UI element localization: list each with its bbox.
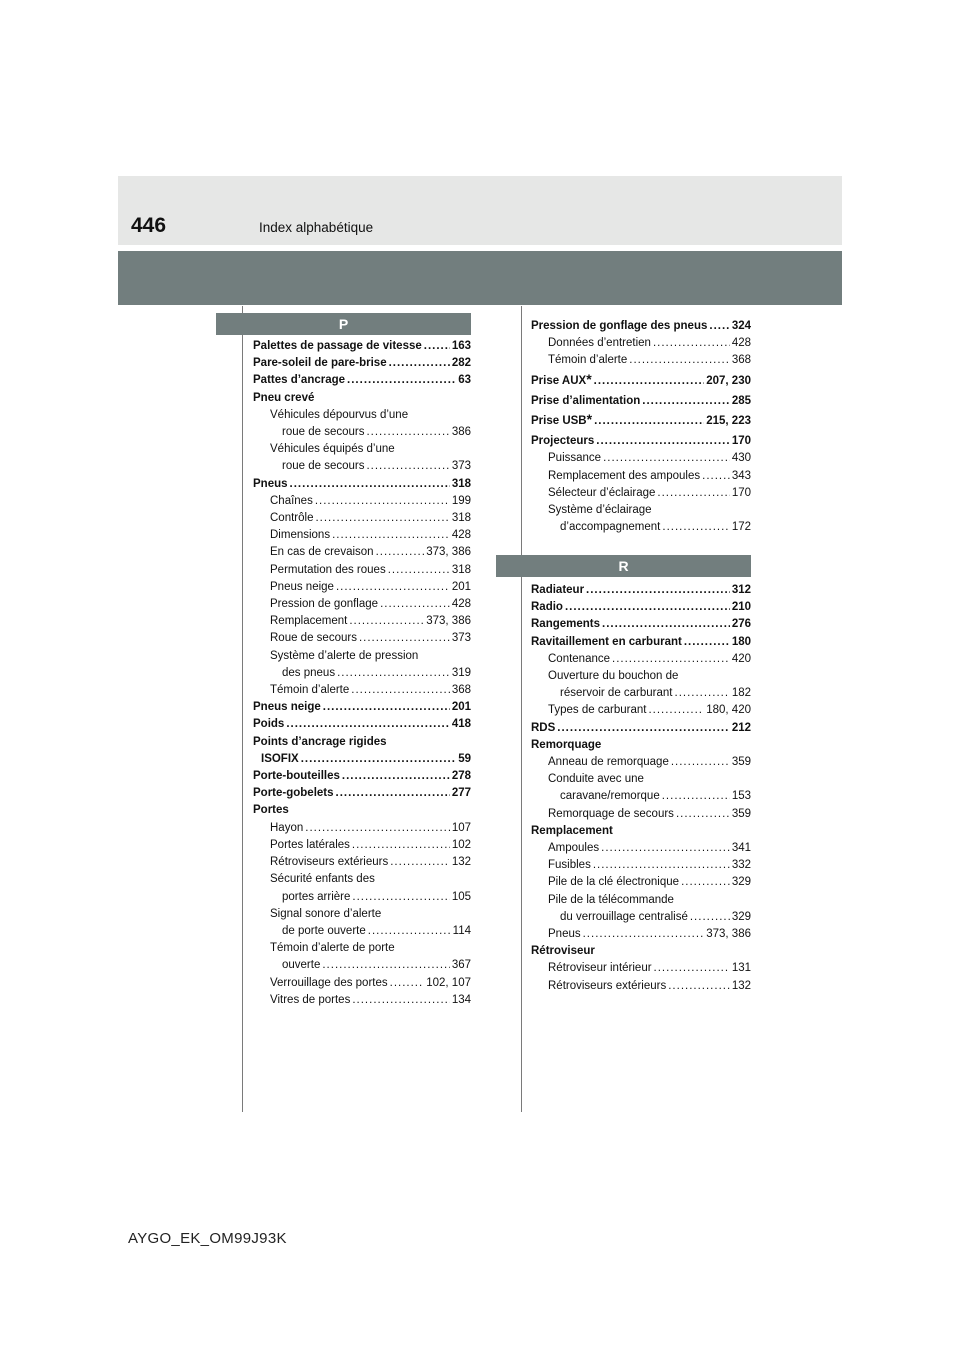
index-entry-label: Rétroviseur intérieur — [548, 962, 652, 975]
index-entry-label: Pile de la télécommande — [548, 893, 674, 906]
index-entry-page: 163 — [451, 340, 471, 352]
index-entry-page: 172 — [731, 521, 751, 534]
index-entry-label: roue de secours — [282, 426, 365, 439]
index-entry-label: Permutation des roues — [270, 563, 386, 576]
index-entry — [531, 909, 751, 926]
index-entry — [531, 616, 751, 633]
index-entry — [253, 820, 471, 837]
index-entry-page: 319 — [451, 666, 471, 679]
dot-leader — [352, 992, 449, 1009]
index-entry-page: 329 — [731, 876, 751, 889]
index-entry-label: RDS — [531, 721, 556, 734]
dot-leader — [594, 413, 704, 430]
dot-leader — [290, 476, 450, 493]
index-entry — [253, 493, 471, 510]
index-entry — [531, 788, 751, 805]
dot-leader — [390, 854, 450, 871]
dot-leader — [601, 840, 730, 857]
index-entry-label: Pression de gonflage — [270, 598, 379, 611]
dot-leader — [390, 975, 425, 992]
dot-leader — [352, 837, 450, 854]
index-entry-page: 180, 420 — [706, 704, 751, 717]
index-entry-label: Verrouillage des portes — [270, 976, 388, 989]
index-entry — [531, 318, 751, 335]
index-entry — [253, 630, 471, 647]
index-entry — [253, 579, 471, 596]
index-entry — [253, 992, 471, 1009]
dot-leader — [593, 857, 730, 874]
index-entry — [531, 978, 751, 995]
index-entry — [253, 458, 471, 475]
index-entry-page: 276 — [731, 618, 751, 631]
index-entry — [253, 476, 471, 493]
index-entry-page: 428 — [451, 598, 471, 611]
index-entry-label: Portes — [253, 804, 289, 817]
index-entry-page: 170 — [731, 486, 751, 499]
index-entry-label: Contrôle — [270, 512, 314, 525]
letter-heading-r: R — [496, 555, 751, 577]
letter-heading-p: P — [216, 313, 471, 335]
index-entry-page: 59 — [458, 752, 471, 765]
index-entry-page: 277 — [451, 787, 471, 800]
dot-leader — [332, 527, 450, 544]
index-entry — [253, 871, 471, 888]
index-entry-label: Ravitaillement en carburant — [531, 635, 682, 648]
index-entry-page: 102 — [451, 838, 471, 851]
index-entry-label: Radio — [531, 601, 563, 614]
index-entry-page: 215, 223 — [706, 415, 751, 428]
index-entry-label: Prise d’alimentation — [531, 394, 641, 407]
index-entry — [531, 485, 751, 502]
dot-leader — [702, 468, 730, 485]
index-entry — [253, 424, 471, 441]
index-entry — [253, 510, 471, 527]
dot-leader — [603, 450, 730, 467]
index-entry-label: Points d’ancrage rigides — [253, 735, 387, 748]
index-entry — [253, 562, 471, 579]
dot-leader — [586, 582, 730, 599]
dot-leader — [565, 599, 730, 616]
index-entry-page: 373 — [451, 632, 471, 645]
index-entry-label: Sélecteur d’éclairage — [548, 486, 656, 499]
dot-leader — [359, 630, 450, 647]
index-entry-label: Prise USB — [531, 415, 587, 428]
index-entry-page: 359 — [731, 807, 751, 820]
index-entry-label: du verrouillage centralisé — [560, 910, 688, 923]
index-entry — [253, 699, 471, 716]
index-entry — [531, 433, 751, 450]
dot-leader — [368, 923, 451, 940]
index-entry — [253, 338, 471, 355]
index-entry-label: Radiateur — [531, 584, 585, 596]
index-entry-label: réservoir de carburant — [560, 687, 673, 700]
section-title: Index alphabétique — [259, 220, 374, 235]
index-entry — [531, 651, 751, 668]
index-entry — [253, 854, 471, 871]
dot-leader — [336, 579, 450, 596]
index-entry-page: 201 — [451, 701, 471, 714]
index-entry-label: Poids — [253, 718, 285, 731]
index-entry — [253, 407, 471, 424]
index-entry — [253, 716, 471, 733]
index-entry-page: 318 — [451, 563, 471, 576]
index-entry-page: 332 — [731, 859, 751, 872]
index-entry-label: roue de secours — [282, 460, 365, 473]
index-entry-page: 373, 386 — [426, 546, 471, 559]
index-entry — [531, 806, 751, 823]
page-number: 446 — [131, 214, 167, 237]
dot-leader — [351, 682, 450, 699]
index-entry — [531, 754, 751, 771]
index-entry-page: 324 — [731, 320, 751, 332]
index-entry-page: 285 — [731, 394, 751, 407]
index-entry-label: Remplacement — [531, 824, 613, 837]
index-entry — [531, 702, 751, 719]
index-entry-label: Rétroviseur — [531, 945, 595, 958]
index-entry-page: 341 — [731, 842, 751, 855]
index-entry-page: 212 — [731, 721, 751, 734]
index-entry-label: Ouverture du bouchon de — [548, 670, 679, 683]
index-entry-label: des pneus — [282, 666, 336, 679]
index-entry-page: 207, 230 — [706, 374, 751, 387]
index-entry — [531, 840, 751, 857]
index-entry-label: Système d’alerte de pression — [270, 649, 419, 662]
dot-leader — [347, 372, 456, 389]
dot-leader — [662, 788, 730, 805]
index-entry-page: 170 — [731, 435, 751, 448]
index-entry: Prise AUX * ..... 207, 230 — [531, 373, 751, 390]
index-entry-label: Véhicules équipés d’une — [270, 443, 395, 456]
index-entry — [531, 892, 751, 909]
index-entry — [531, 352, 751, 369]
index-entry — [531, 582, 751, 599]
index-entry-label: Projecteurs — [531, 435, 595, 448]
dot-leader — [596, 433, 730, 450]
index-entry — [253, 802, 471, 819]
dot-leader — [342, 768, 450, 785]
index-entry-label: Système d’éclairage — [548, 504, 652, 517]
index-column-left — [253, 338, 471, 1009]
index-entry — [253, 665, 471, 682]
index-entry-page: 428 — [451, 529, 471, 542]
index-entry — [253, 648, 471, 665]
index-entry — [531, 502, 751, 519]
dot-leader — [366, 458, 449, 475]
dot-leader — [629, 352, 730, 369]
index-entry-page: 386 — [451, 426, 471, 439]
dot-leader — [602, 616, 730, 633]
index-entry-label: Sécurité enfants des — [270, 873, 375, 886]
index-entry-label: Rétroviseurs extérieurs — [548, 979, 667, 992]
dot-leader — [612, 651, 730, 668]
index-entry-label: Pare-soleil de pare-brise — [253, 357, 387, 370]
index-entry-label: Remorquage — [531, 738, 602, 751]
index-entry-page: 329 — [731, 910, 751, 923]
index-entry — [253, 596, 471, 613]
index-entry-page: 210 — [731, 601, 751, 614]
index-entry-label: Rangements — [531, 618, 601, 631]
index-entry — [531, 771, 751, 788]
index-entry-page: 373, 386 — [706, 928, 751, 941]
index-entry-page: 63 — [458, 374, 471, 387]
index-entry — [253, 734, 471, 751]
dot-leader — [583, 926, 705, 943]
index-entry — [531, 450, 751, 467]
index-entry-label: Véhicules dépourvus d’une — [270, 408, 409, 421]
dot-leader — [376, 544, 425, 561]
dot-leader — [681, 874, 730, 891]
index-entry — [531, 857, 751, 874]
index-entry-label: Hayon — [270, 821, 304, 834]
dot-leader — [657, 485, 729, 502]
index-entry-page: 368 — [731, 354, 751, 367]
index-entry-label: Remplacement des ampoules — [548, 469, 701, 482]
index-entry — [253, 355, 471, 372]
index-entry-label: Pneu crevé — [253, 391, 315, 404]
index-entry-page: 107 — [451, 821, 471, 834]
index-entry-label: caravane/remorque — [560, 790, 660, 803]
index-entry-page: 343 — [731, 469, 751, 482]
dot-leader — [684, 634, 730, 651]
dot-leader — [305, 820, 450, 837]
index-entry — [531, 720, 751, 737]
index-entry-label: Remorquage de secours — [548, 807, 674, 820]
index-entry-label: Témoin d’alerte — [548, 354, 628, 367]
index-entry-page: 278 — [451, 770, 471, 783]
index-entry-page: 201 — [451, 580, 471, 593]
index-entry — [531, 634, 751, 651]
index-entry — [253, 613, 471, 630]
dot-leader — [690, 909, 730, 926]
index-entry-label: ouverte — [282, 959, 321, 972]
index-entry-page: 373, 386 — [426, 615, 471, 628]
index-entry-label: Porte-bouteilles — [253, 770, 340, 783]
index-entry — [253, 372, 471, 389]
index-entry-page: 132 — [451, 856, 471, 869]
dot-leader — [668, 978, 730, 995]
index-column-right-r — [531, 582, 751, 995]
index-entry-page: 282 — [451, 357, 471, 370]
index-entry-label: de porte ouverte — [282, 924, 366, 937]
index-entry — [531, 393, 751, 410]
index-entry — [253, 940, 471, 957]
index-entry-label: Contenance — [548, 652, 611, 665]
index-entry-label: portes arrière — [282, 890, 351, 903]
index-entry-label: Pneus neige — [253, 701, 321, 714]
index-entry-label: Palettes de passage de vitesse — [253, 340, 422, 352]
index-entry-page: 430 — [731, 452, 751, 465]
dot-leader — [671, 754, 730, 771]
index-entry — [253, 923, 471, 940]
dot-leader — [349, 613, 424, 630]
index-entry — [253, 441, 471, 458]
index-entry — [253, 975, 471, 992]
index-entry-page: 420 — [731, 652, 751, 665]
left-column-rule — [242, 306, 243, 1112]
document-code: AYGO_EK_OM99J93K — [128, 1230, 287, 1247]
dot-leader — [709, 318, 729, 335]
dot-leader — [336, 785, 450, 802]
index-entry — [531, 960, 751, 977]
index-entry-label: Anneau de remorquage — [548, 756, 669, 769]
index-entry-page: 153 — [731, 790, 751, 803]
dot-leader — [366, 424, 449, 441]
index-entry-label: Témoin d’alerte — [270, 684, 350, 697]
dot-leader — [676, 806, 730, 823]
index-entry-page: 312 — [731, 584, 751, 596]
index-entry — [531, 685, 751, 702]
index-entry-page: 318 — [451, 477, 471, 490]
index-entry-label: Données d’entretien — [548, 337, 651, 350]
index-entry — [253, 751, 471, 768]
dot-leader — [286, 716, 450, 733]
index-entry-label: Vitres de portes — [270, 993, 351, 1006]
index-entry-label: Dimensions — [270, 529, 331, 542]
dot-leader — [675, 685, 730, 702]
index-entry — [253, 957, 471, 974]
index-entry — [253, 682, 471, 699]
index-entry-label: Pneus — [548, 928, 581, 941]
index-entry-label: Pneus neige — [270, 580, 334, 593]
index-entry-label: Pattes d’ancrage — [253, 374, 346, 387]
dot-leader — [315, 493, 450, 510]
index-entry — [253, 889, 471, 906]
index-entry — [531, 737, 751, 754]
index-entry-label: Fusibles — [548, 859, 591, 872]
index-entry — [253, 527, 471, 544]
index-entry-label: Pression de gonflage des pneus — [531, 320, 708, 332]
index-entry-page: 132 — [731, 979, 751, 992]
header-dark-band — [118, 251, 842, 305]
dot-leader — [388, 562, 450, 579]
index-entry-label: Roue de secours — [270, 632, 357, 645]
dot-leader — [315, 510, 449, 527]
index-entry-label: Portes latérales — [270, 838, 350, 851]
index-entry-label: Porte-gobelets — [253, 787, 334, 800]
index-entry-page: 373 — [451, 460, 471, 473]
index-entry-page: 318 — [451, 512, 471, 525]
index-entry-label: Rétroviseurs extérieurs — [270, 856, 389, 869]
index-entry — [253, 768, 471, 785]
dot-leader — [648, 702, 704, 719]
index-entry: Prise USB * ..... 215, 223 — [531, 413, 751, 430]
header-band — [118, 176, 842, 245]
dot-leader — [642, 393, 730, 410]
index-entry-label: Conduite avec une — [548, 773, 644, 786]
index-entry-label: ISOFIX — [261, 752, 299, 765]
index-entry-page: 114 — [452, 924, 471, 937]
right-column-rule — [521, 306, 522, 1112]
index-entry — [531, 519, 751, 536]
index-entry — [531, 335, 751, 352]
index-entry-label: Témoin d’alerte de porte — [270, 942, 395, 955]
index-entry-page: 418 — [451, 718, 471, 731]
index-entry — [253, 837, 471, 854]
index-entry-label: Pile de la clé électronique — [548, 876, 680, 889]
dot-leader — [662, 519, 729, 536]
index-entry-label: En cas de crevaison — [270, 546, 374, 559]
index-entry-page: 182 — [731, 687, 751, 700]
index-entry-page: 105 — [451, 890, 471, 903]
index-entry-label: Ampoules — [548, 842, 600, 855]
index-entry-label: Prise AUX — [531, 374, 587, 387]
index-entry-page: 428 — [731, 337, 751, 350]
index-entry-page: 180 — [731, 635, 751, 648]
dot-leader — [322, 957, 449, 974]
dot-leader — [337, 665, 450, 682]
index-entry-page: 131 — [731, 962, 751, 975]
index-entry-page: 368 — [451, 684, 471, 697]
index-entry-label: Pneus — [253, 477, 288, 490]
index-entry — [253, 544, 471, 561]
index-entry — [531, 599, 751, 616]
dot-leader — [654, 960, 730, 977]
index-entry-page: 134 — [451, 993, 471, 1006]
index-entry — [253, 906, 471, 923]
index-entry — [531, 668, 751, 685]
index-entry-label: Remplacement — [270, 615, 348, 628]
dot-leader — [323, 699, 450, 716]
dot-leader — [301, 751, 457, 768]
index-entry — [253, 390, 471, 407]
index-entry — [253, 785, 471, 802]
dot-leader — [352, 889, 449, 906]
index-entry-label: Types de carburant — [548, 704, 647, 717]
index-entry — [531, 823, 751, 840]
index-entry-page: 102, 107 — [426, 976, 471, 989]
dot-leader — [389, 355, 450, 372]
index-entry-label: Puissance — [548, 452, 602, 465]
index-entry — [531, 926, 751, 943]
index-entry-label: d’accompagnement — [560, 521, 661, 534]
dot-leader — [380, 596, 450, 613]
index-entry — [531, 943, 751, 960]
dot-leader — [653, 335, 730, 352]
dot-leader — [424, 338, 450, 355]
index-entry-label: Signal sonore d’alerte — [270, 907, 382, 920]
index-entry-page: 367 — [451, 959, 471, 972]
dot-leader — [557, 720, 730, 737]
index-entry-page: 199 — [451, 494, 471, 507]
index-entry-page: 359 — [731, 756, 751, 769]
index-entry-label: Chaînes — [270, 494, 313, 507]
index-entry — [531, 468, 751, 485]
index-column-right-p — [531, 318, 751, 536]
index-entry — [531, 874, 751, 891]
dot-leader — [594, 373, 705, 390]
